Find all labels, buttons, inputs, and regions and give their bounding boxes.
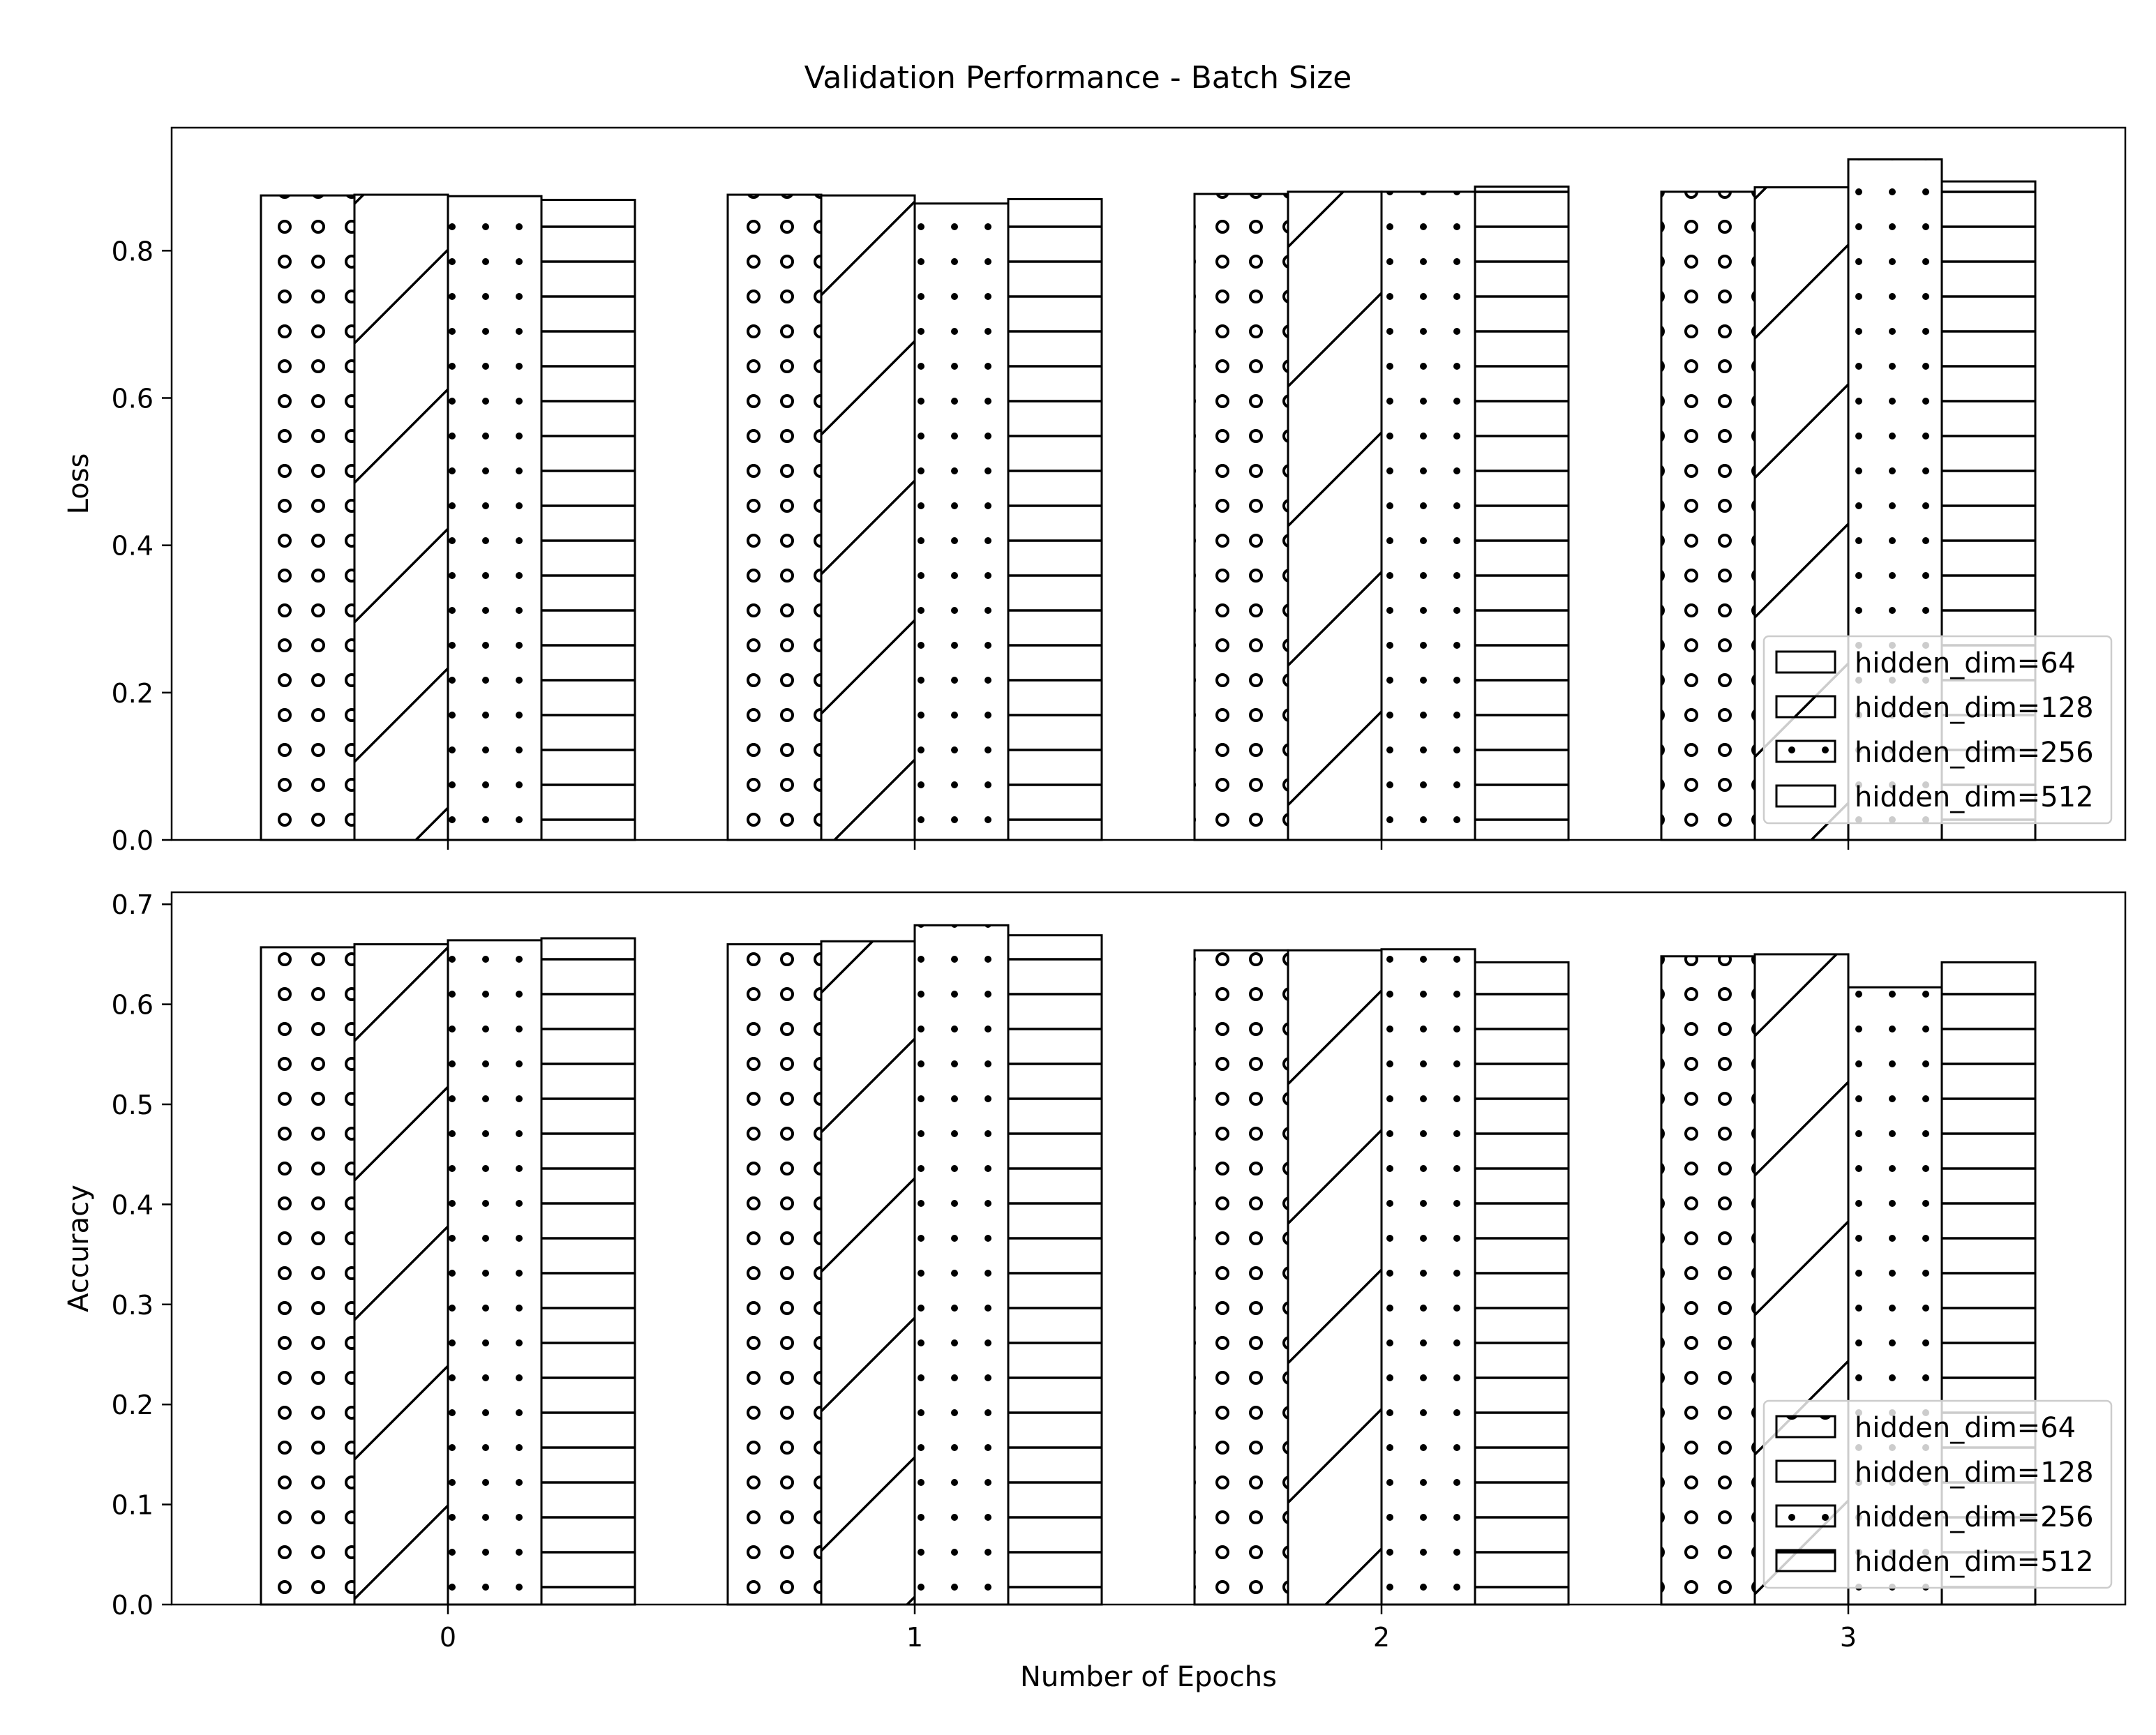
- bar-loss-series0-epoch0: [261, 195, 354, 840]
- legend-label-0: hidden_dim=64: [1855, 647, 2076, 679]
- x-tick-label: 1: [906, 1622, 924, 1653]
- bar-accuracy-series1-epoch2: [1288, 950, 1382, 1605]
- y-tick-label: 0.6: [111, 989, 154, 1021]
- y-tick-label: 0.6: [111, 383, 154, 414]
- x-tick-label: 3: [1839, 1622, 1857, 1653]
- bar-loss-series0-epoch3: [1661, 192, 1755, 840]
- bar-accuracy-series3-epoch1: [1008, 936, 1102, 1605]
- bar-accuracy-series0-epoch3: [1661, 956, 1755, 1605]
- bar-accuracy-series0-epoch1: [728, 945, 821, 1605]
- accuracy-subplot: [63, 889, 2125, 1693]
- y-tick-label: 0.0: [111, 1590, 154, 1621]
- bar-accuracy-series2-epoch2: [1382, 949, 1475, 1605]
- y-tick-label: 0.2: [111, 677, 154, 709]
- loss-subplot: [63, 128, 2125, 856]
- legend-label-2: hidden_dim=256: [1855, 737, 2094, 769]
- y-tick-label: 0.7: [111, 889, 154, 921]
- y-tick-label: 0.1: [111, 1489, 154, 1521]
- y-tick-label: 0.3: [111, 1289, 154, 1321]
- bar-accuracy-series1-epoch0: [354, 945, 448, 1605]
- legend-swatch-1: [1776, 1461, 1835, 1482]
- legend-swatch-2: [1776, 1505, 1835, 1526]
- x-axis-label: Number of Epochs: [1020, 1661, 1277, 1693]
- bar-loss-series3-epoch2: [1475, 186, 1569, 840]
- bar-loss-series2-epoch2: [1382, 192, 1475, 840]
- legend-label-3: hidden_dim=512: [1855, 1546, 2094, 1578]
- legend-label-1: hidden_dim=128: [1855, 1457, 2094, 1489]
- bar-loss-series1-epoch2: [1288, 192, 1382, 840]
- y-tick-label: 0.2: [111, 1390, 154, 1421]
- y-tick-label: 0.5: [111, 1090, 154, 1121]
- bar-accuracy-series2-epoch1: [915, 925, 1008, 1605]
- legend-swatch-0: [1776, 652, 1835, 673]
- legend-label-1: hidden_dim=128: [1855, 692, 2094, 724]
- x-tick-label: 0: [439, 1622, 457, 1653]
- legend-swatch-2: [1776, 741, 1835, 762]
- bar-accuracy-series1-epoch1: [821, 941, 915, 1605]
- bar-loss-series1-epoch1: [821, 195, 915, 840]
- y-tick-label: 0.4: [111, 530, 154, 562]
- legend-label-3: hidden_dim=512: [1855, 781, 2094, 813]
- legend-swatch-1: [1776, 696, 1835, 717]
- bar-accuracy-series0-epoch0: [261, 947, 354, 1605]
- x-tick-label: 2: [1372, 1622, 1391, 1653]
- y-tick-label: 0.4: [111, 1189, 154, 1221]
- bar-loss-series0-epoch2: [1195, 194, 1288, 840]
- legend-swatch-0: [1776, 1416, 1835, 1437]
- legend-label-2: hidden_dim=256: [1855, 1501, 2094, 1533]
- y-tick-label: 0.8: [111, 236, 154, 267]
- bar-loss-series3-epoch1: [1008, 199, 1102, 840]
- legend-label-0: hidden_dim=64: [1855, 1412, 2076, 1444]
- bar-loss-series2-epoch1: [915, 204, 1008, 840]
- bar-accuracy-series2-epoch0: [448, 940, 541, 1605]
- legend-swatch-3: [1776, 786, 1835, 806]
- legend-swatch-3: [1776, 1550, 1835, 1571]
- bar-loss-series1-epoch0: [354, 195, 448, 840]
- bar-accuracy-series3-epoch0: [541, 938, 635, 1605]
- bar-loss-series0-epoch1: [728, 195, 821, 840]
- bar-accuracy-series0-epoch2: [1195, 950, 1288, 1605]
- bar-loss-series2-epoch0: [448, 196, 541, 840]
- y-axis-label: Accuracy: [63, 1185, 95, 1312]
- chart-title: Validation Performance - Batch Size: [804, 60, 1352, 96]
- bar-loss-series3-epoch0: [541, 200, 635, 840]
- y-axis-label: Loss: [63, 453, 95, 515]
- y-tick-label: 0.0: [111, 825, 154, 856]
- bar-accuracy-series3-epoch2: [1475, 962, 1569, 1605]
